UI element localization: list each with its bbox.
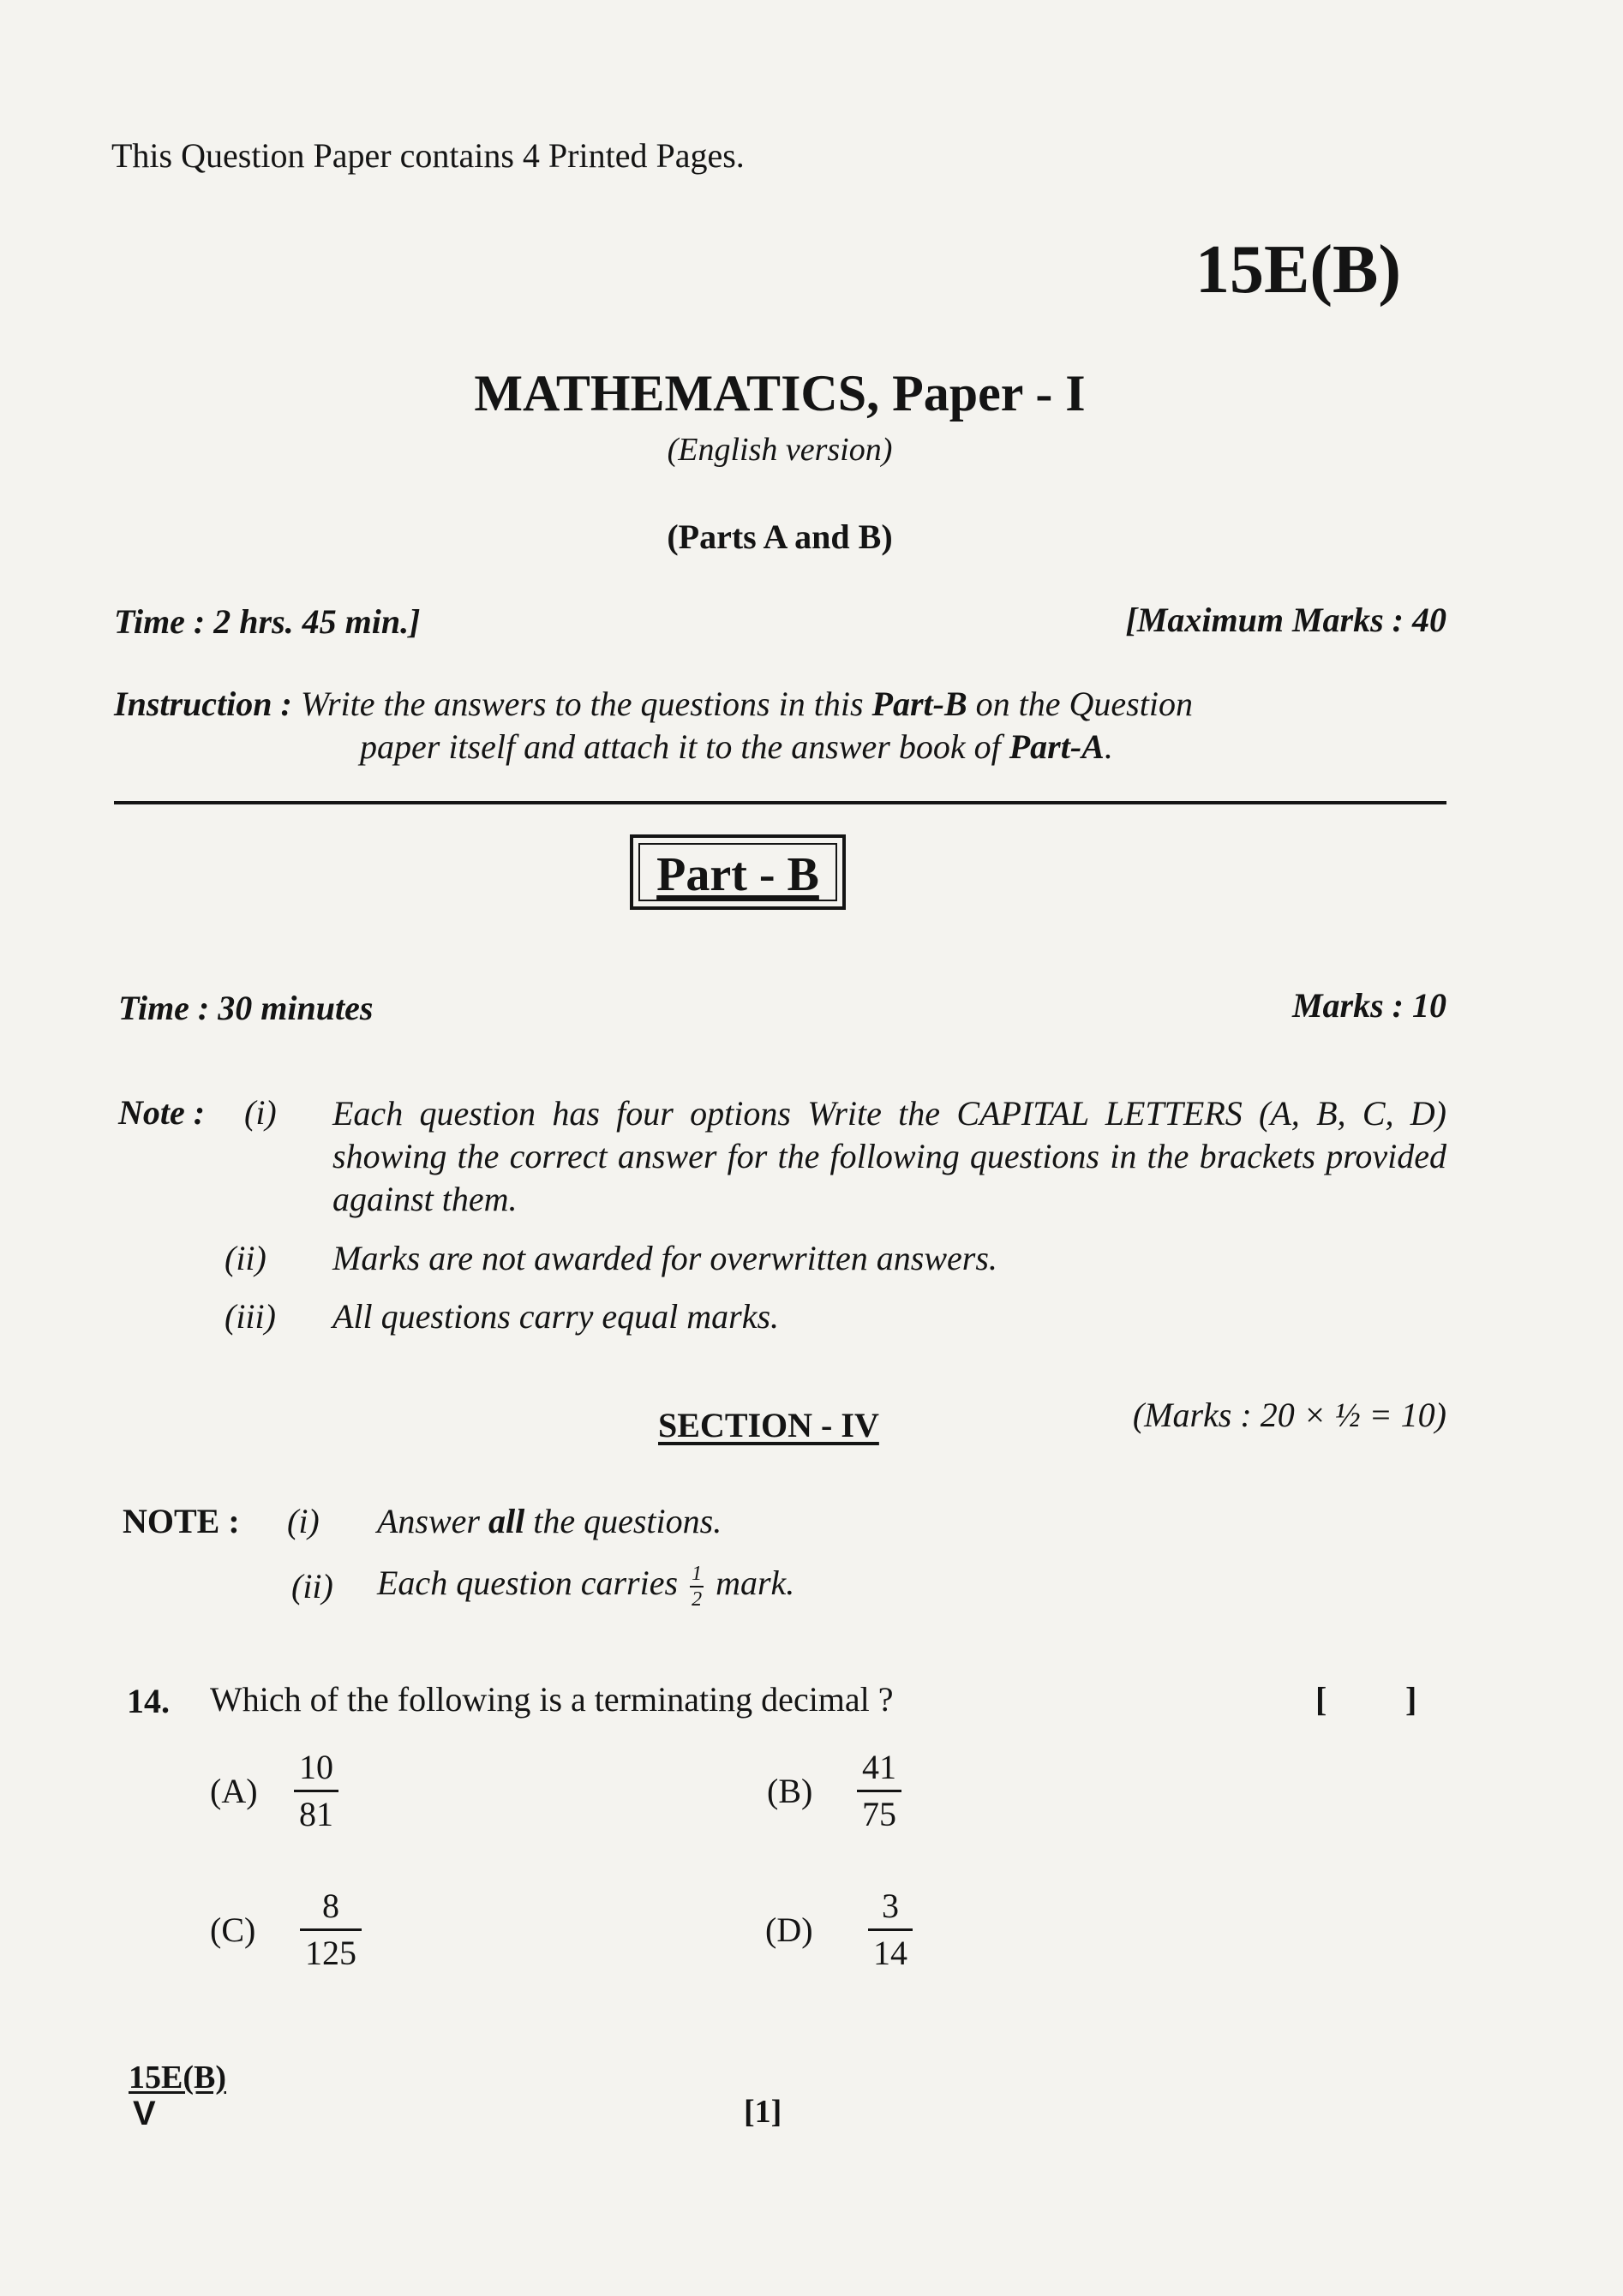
page-number: [1] xyxy=(744,2094,782,2130)
note-item-1-number: (i) xyxy=(244,1093,277,1132)
option-c xyxy=(210,1886,362,1972)
note-item-2-text: Marks are not awarded for overwritten answers. xyxy=(332,1239,997,1277)
section-title: SECTION - IV xyxy=(658,1406,879,1444)
footer-paper-code: 15E(B) xyxy=(129,2060,226,2096)
part-b-box xyxy=(630,834,846,910)
subject-title: MATHEMATICS, Paper - I xyxy=(474,365,1086,422)
note-item-1-text: Each question has four options Write the CAPITAL LETTERS (A, B, C, D) showing the correct answer for the following questions in the brackets provided against them. xyxy=(332,1094,1446,1218)
option-b-fraction: $\frac{41}{75}$ xyxy=(857,1750,901,1832)
part-b-title: Part - B xyxy=(638,843,837,901)
option-d-label: (D) xyxy=(765,1910,813,1949)
instruction-line-1: Instruction : Write the answers to the questions in this Part-B on the Question xyxy=(114,685,1193,723)
parts-subtitle: (Parts A and B) xyxy=(667,517,893,556)
answer-bracket-close[interactable]: ] xyxy=(1405,1680,1417,1719)
option-c-label: (C) xyxy=(210,1910,256,1949)
question-number: 14. xyxy=(127,1682,170,1720)
section-note-1-number: (i) xyxy=(287,1502,320,1540)
section-note-2-number: (ii) xyxy=(291,1567,333,1605)
option-a-label: (A) xyxy=(210,1772,258,1810)
option-a xyxy=(210,1750,338,1832)
section-marks: (Marks : 20 × ½ = 10) xyxy=(1132,1396,1446,1434)
paper-code: 15E(B) xyxy=(1195,232,1401,308)
part-b-marks: Marks : 10 xyxy=(1291,986,1446,1025)
page-count-note: This Question Paper contains 4 Printed Pages. xyxy=(111,136,745,175)
half-fraction: $\frac{1}{2}$ xyxy=(692,1562,703,1611)
version-subtitle: (English version) xyxy=(667,432,893,468)
instruction-label: Instruction : xyxy=(114,685,292,723)
option-b xyxy=(767,1750,901,1832)
note-item-3-text: All questions carry equal marks. xyxy=(332,1297,780,1336)
note-label: Note : xyxy=(118,1093,206,1132)
part-b-time: Time : 30 minutes xyxy=(118,989,374,1027)
section-note-1-text: Answer all the questions. xyxy=(377,1502,722,1540)
option-d-fraction: $\frac{3}{14}$ xyxy=(868,1889,913,1970)
instruction-line-2: paper itself and attach it to the answer book of Part-A. xyxy=(360,727,1113,766)
section-note-2-text: Each question carries $\frac{1}{2}$ mark. xyxy=(377,1562,795,1611)
footer-variant: V xyxy=(133,2095,156,2132)
option-a-fraction: $\frac{10}{81}$ xyxy=(294,1750,338,1832)
horizontal-divider xyxy=(114,801,1446,804)
option-d xyxy=(765,1886,913,1972)
maximum-marks: [Maximum Marks : 40 xyxy=(1125,601,1446,639)
option-c-fraction: $\frac{8}{125}$ xyxy=(300,1889,362,1970)
question-text: Which of the following is a terminating decimal ? xyxy=(210,1680,894,1719)
option-b-label: (B) xyxy=(767,1772,813,1810)
section-note-label: NOTE : xyxy=(123,1502,240,1540)
exam-time: Time : 2 hrs. 45 min.] xyxy=(114,602,421,641)
note-item-2-number: (ii) xyxy=(225,1239,267,1277)
note-item-3-number: (iii) xyxy=(225,1297,276,1336)
answer-bracket-open[interactable]: [ xyxy=(1315,1680,1327,1719)
